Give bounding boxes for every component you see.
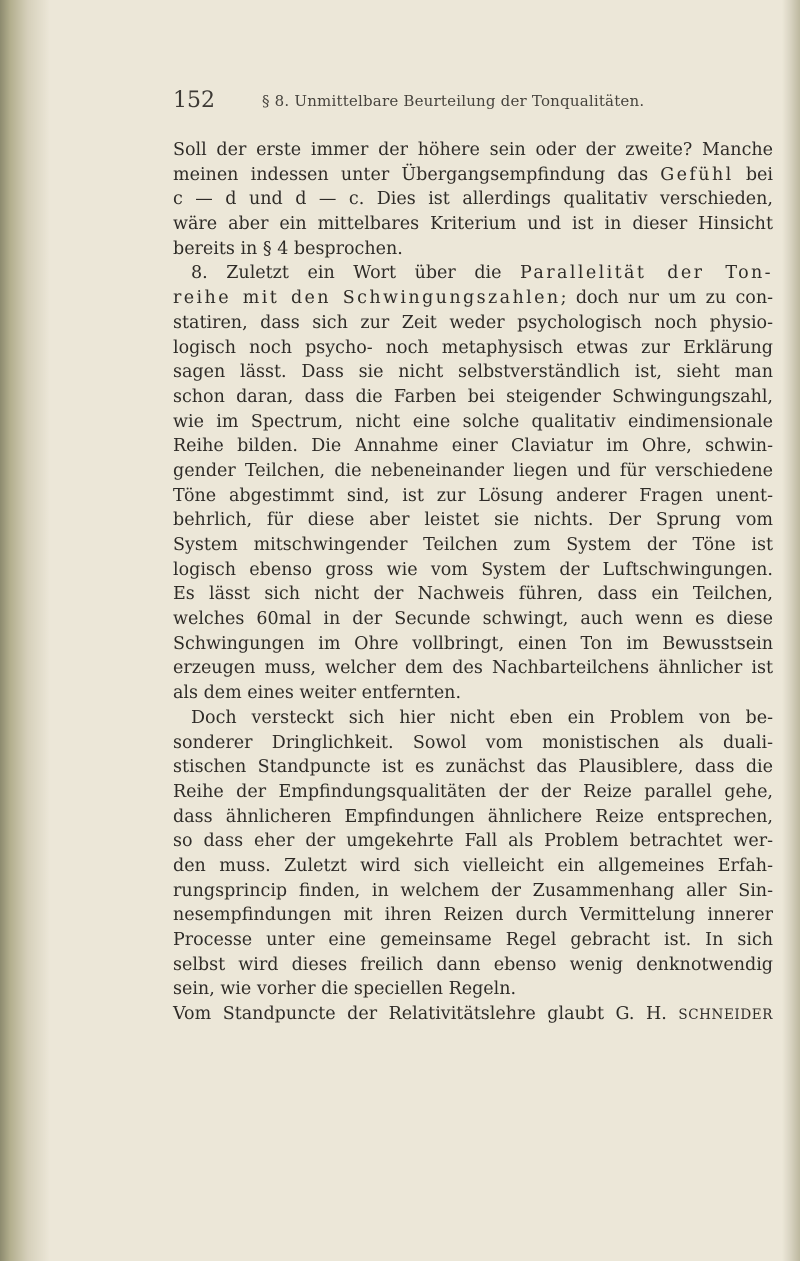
small-caps-name: SCHNEIDER (678, 1007, 773, 1024)
text-line: welches 60mal in der Secunde schwingt, auch wenn es diese (173, 609, 773, 630)
text-line: erzeugen muss, welcher dem des Nachbarteilchens ähnlicher ist (173, 658, 773, 679)
text-line: Soll der erste immer der höhere sein oder der zweite? Manche (173, 140, 773, 160)
text-line: als dem eines weiter entfernten. (173, 683, 462, 704)
page-outer-edge (782, 0, 800, 1261)
book-page (173, 88, 783, 1027)
spaced-emphasis: Gefühl (660, 164, 734, 185)
text-line: Vom Standpuncte der Relativitätslehre glaubt G. H. SCHNEIDER (173, 1004, 773, 1025)
text-line: Töne abgestimmt sind, ist zur Lösung anderer Fragen unent- (173, 485, 773, 506)
body-text (173, 138, 773, 1027)
text-line: logisch noch psycho- noch metaphysisch etwas zur Erklärung (173, 337, 773, 358)
text-line: Processe unter eine gemeinsame Regel gebracht ist. In sich (173, 930, 773, 950)
text-line: sagen lässt. Dass sie nicht selbstverständlich ist, sieht man (173, 362, 773, 383)
text-line: so dass eher der umgekehrte Fall als Problem betrachtet wer- (173, 831, 773, 852)
text-line: meinen indessen unter Übergangsempfindung das Gefühl bei (173, 164, 773, 185)
page-binding-edge (0, 0, 50, 1261)
text-line: sein, wie vorher die speciellen Regeln. (173, 979, 517, 1000)
text-line: rungsprincip finden, in welchem der Zusammenhang aller Sin- (173, 880, 773, 901)
text-line: Doch versteckt sich hier nicht eben ein Problem von be- (191, 707, 773, 728)
spaced-emphasis: Parallelität der Ton- (520, 263, 773, 284)
text-line: wie im Spectrum, nicht eine solche qualitativ eindimensionale (173, 411, 773, 432)
page-header (173, 88, 783, 116)
text-line: Es lässt sich nicht der Nachweis führen, dass ein Teilchen, (173, 584, 773, 605)
text-line: System mitschwingender Teilchen zum System der Töne ist (173, 535, 773, 555)
text-line: selbst wird dieses freilich dann ebenso wenig denknotwendig (173, 954, 773, 975)
text-line: dass ähnlicheren Empfindungen ähnlichere Reize entsprechen, (173, 806, 773, 827)
text-line: stischen Standpuncte ist es zunächst das Plausiblere, dass die (173, 757, 773, 778)
text-line: nesempfindungen mit ihren Reizen durch Vermittelung innerer (173, 905, 773, 926)
text-line: Schwingungen im Ohre vollbringt, einen Ton im Bewusstsein (173, 633, 773, 654)
spaced-emphasis: reihe mit den Schwingungszahlen (173, 288, 561, 309)
text-line: statiren, dass sich zur Zeit weder psychologisch noch physio- (173, 312, 773, 333)
page-number: 152 (173, 88, 215, 113)
text-line: wäre aber ein mittelbares Kriterium und ist in dieser Hinsicht (173, 214, 773, 235)
text-line: Reihe bilden. Die Annahme einer Claviatur im Ohre, schwin- (173, 436, 773, 457)
text-line: sonderer Dringlichkeit. Sowol vom monistischen als duali- (173, 732, 773, 753)
text-line: den muss. Zuletzt wird sich vielleicht ein allgemeines Erfah- (173, 855, 773, 876)
running-head: § 8. Unmittelbare Beurteilung der Tonqualitäten. (262, 92, 645, 110)
text-line: Reihe der Empfindungsqualitäten der der Reize parallel gehe, (173, 781, 773, 802)
text-line: c — d und d — c. Dies ist allerdings qualitativ verschieden, (173, 189, 773, 210)
text-line: schon daran, dass die Farben bei steigender Schwingungszahl, (173, 386, 773, 407)
text-line: reihe mit den Schwingungszahlen; doch nur um zu con- (173, 288, 773, 309)
text-line: bereits in § 4 besprochen. (173, 238, 403, 259)
text-line: gender Teilchen, die nebeneinander liegen und für verschiedene (173, 460, 773, 481)
text-line: logisch ebenso gross wie vom System der Luftschwingungen. (173, 559, 773, 580)
text-line: 8. Zuletzt ein Wort über die Parallelität der Ton- (191, 263, 773, 284)
text-line: behrlich, für diese aber leistet sie nichts. Der Sprung vom (173, 510, 773, 531)
